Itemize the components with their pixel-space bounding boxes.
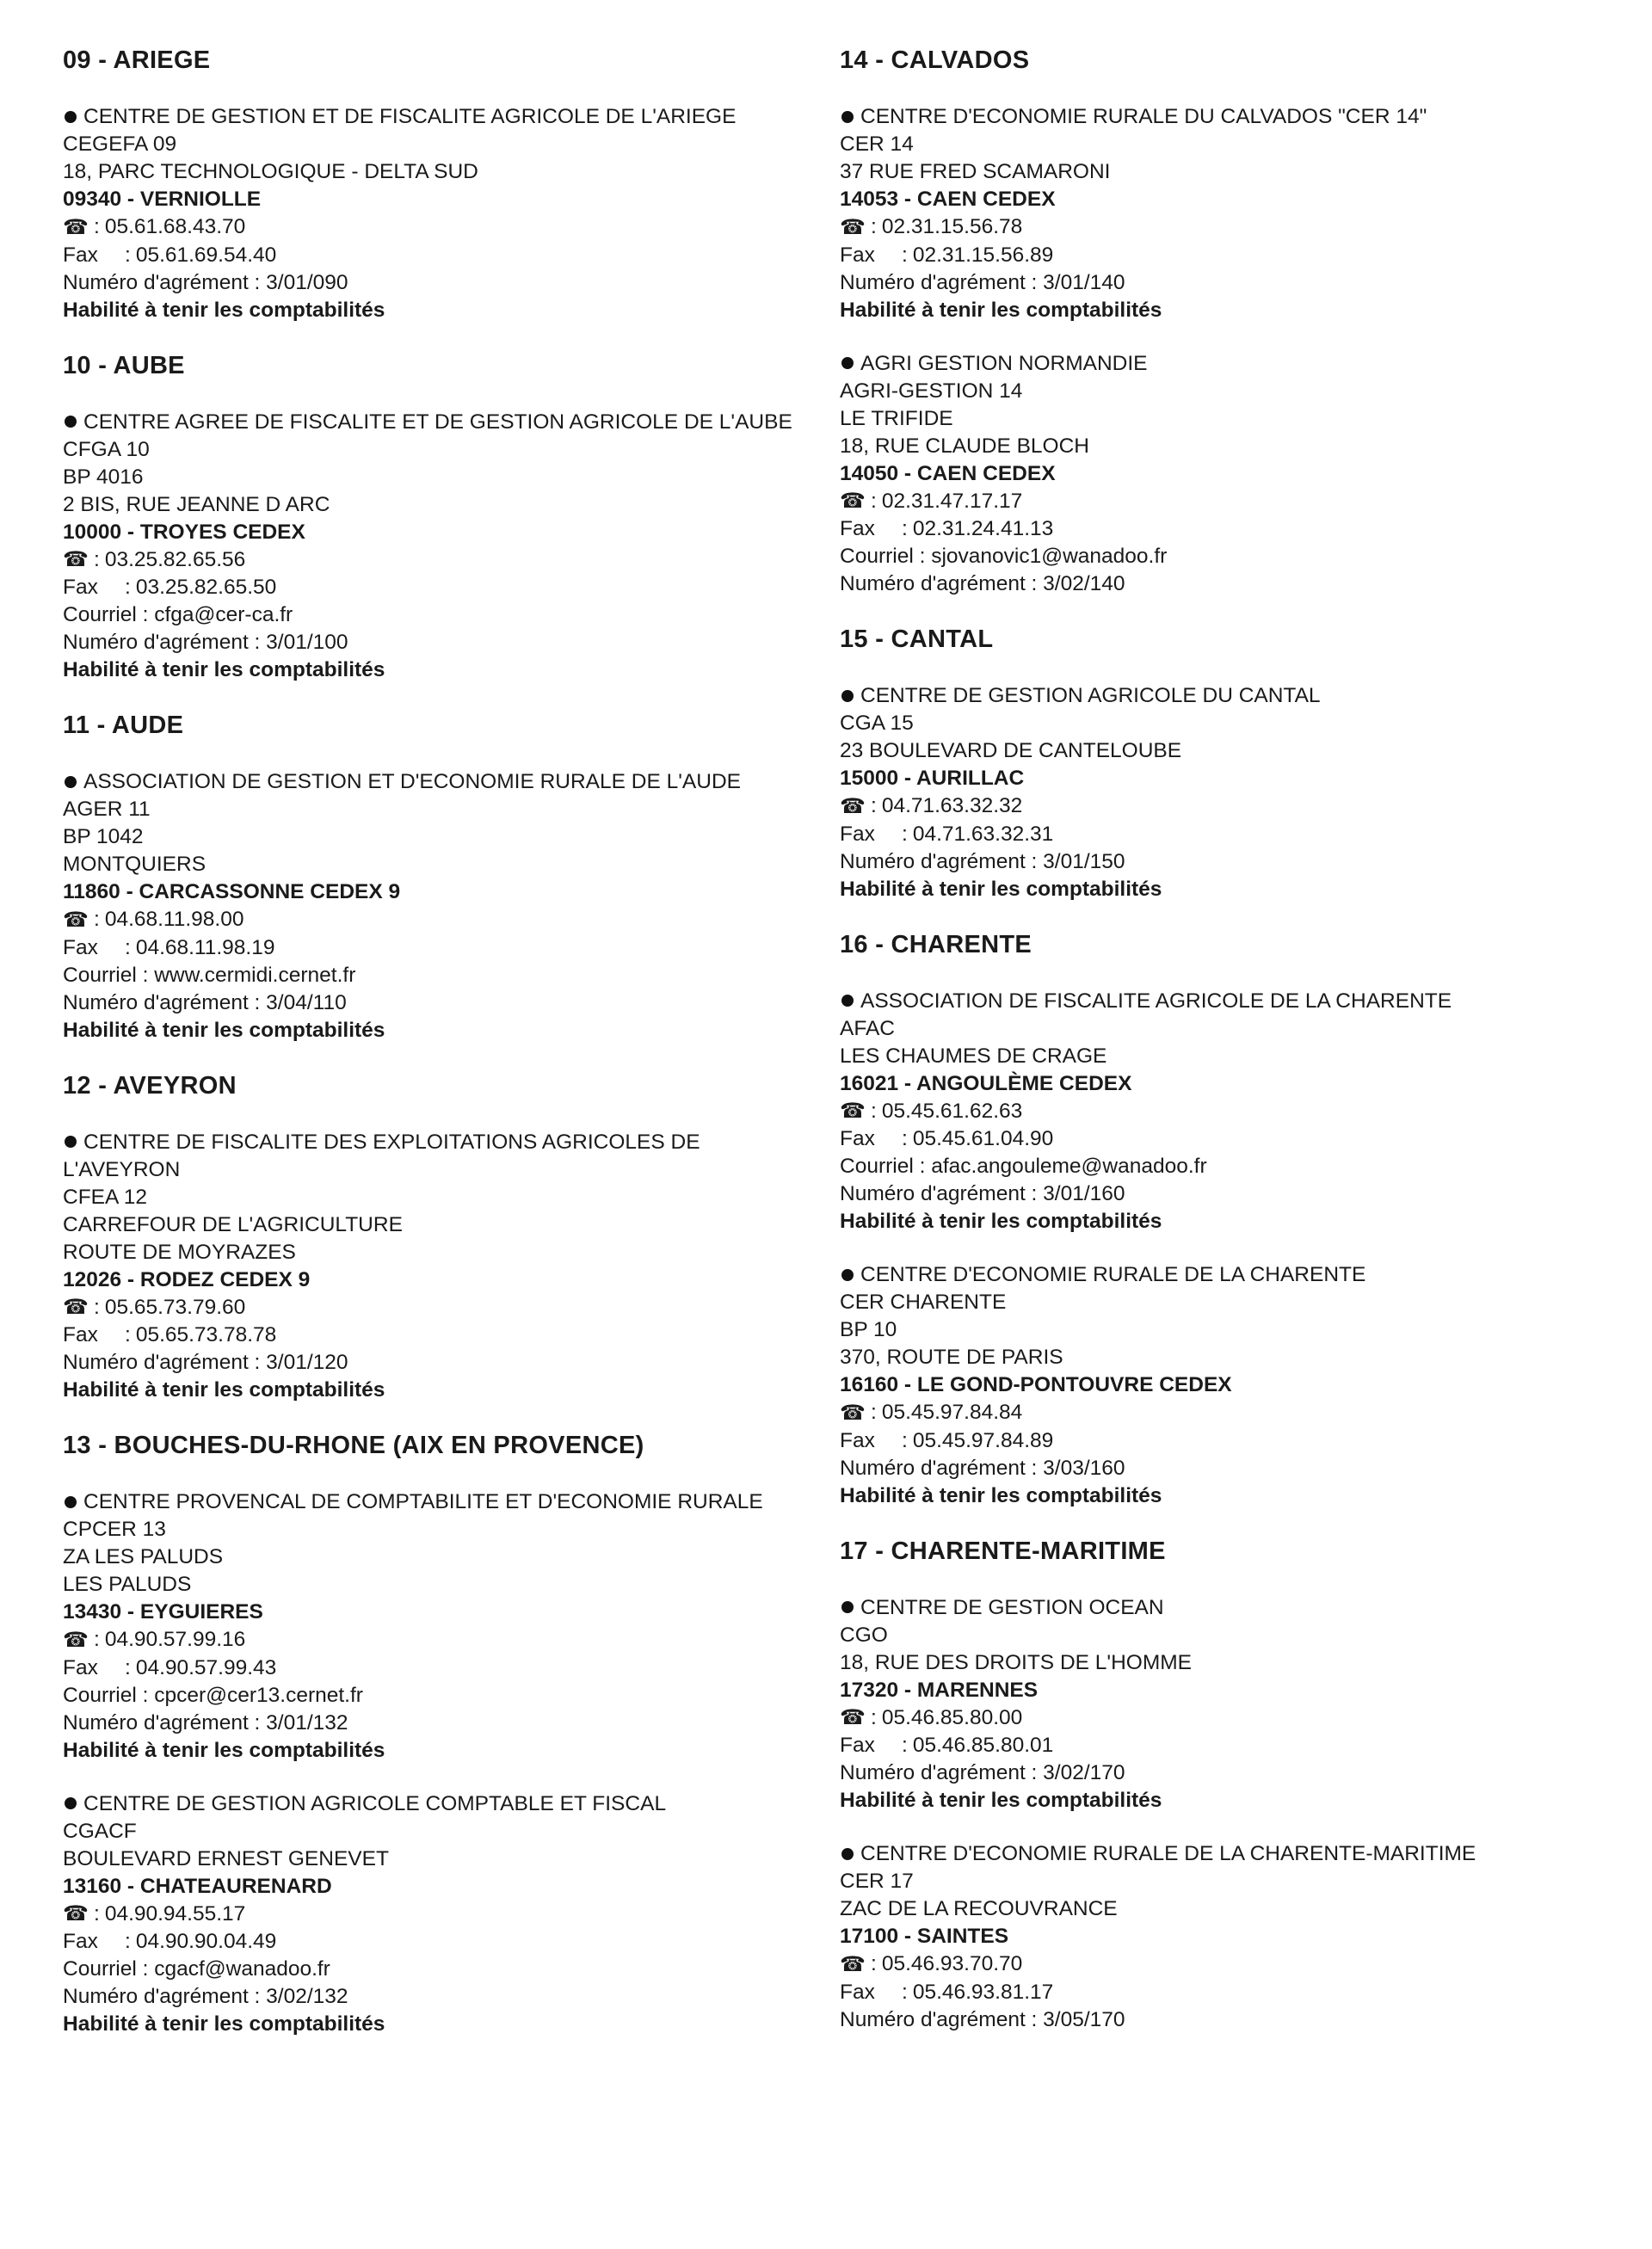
department-title: 13 - BOUCHES-DU-RHONE (AIX EN PROVENCE): [63, 1432, 644, 1460]
separator: :: [125, 1930, 131, 1954]
email-line: Courriel : cpcer@cer13.cernet.fr: [63, 1683, 363, 1707]
bullet-icon: [65, 416, 77, 428]
phone-line: [840, 1950, 1597, 1979]
phone-line: [63, 906, 820, 934]
address-line: ROUTE DE MOYRAZES: [63, 1240, 296, 1264]
accounting-authorization: Habilité à tenir les comptabilités: [63, 1018, 385, 1042]
phone-number: 04.68.11.98.00: [104, 908, 244, 932]
department-section: [63, 45, 820, 324]
phone-number: 04.71.63.32.32: [881, 794, 1023, 818]
address-line: LE TRIFIDE: [840, 406, 953, 430]
phone-line: [63, 1294, 820, 1322]
accounting-authorization: Habilité à tenir les comptabilités: [840, 298, 1162, 322]
email-line: Courriel : www.cermidi.cernet.fr: [63, 963, 356, 987]
fax-label: Fax: [840, 1428, 875, 1452]
address-line: CER 14: [840, 132, 914, 156]
organization-name: [840, 1840, 1597, 1868]
phone-number: 05.46.93.70.70: [881, 1952, 1023, 1976]
separator: :: [94, 215, 100, 238]
address-line: CER CHARENTE: [840, 1291, 1007, 1315]
fax-number: 04.90.90.04.49: [135, 1930, 277, 1954]
separator: :: [125, 576, 131, 600]
phone-line: [63, 1901, 820, 1929]
separator: :: [902, 1127, 908, 1151]
organization-name-text: CENTRE DE FISCALITE DES EXPLOITATIONS AGRICOLES DE L'AVEYRON: [63, 1130, 700, 1181]
postal-city: 16160 - LE GOND-PONTOUVRE CEDEX: [840, 1373, 1232, 1397]
approval-number: Numéro d'agrément : 3/02/170: [840, 1761, 1125, 1785]
accounting-authorization: Habilité à tenir les comptabilités: [63, 658, 385, 682]
postal-city: 13430 - EYGUIERES: [63, 1600, 263, 1624]
organization-name-text: CENTRE DE GESTION AGRICOLE DU CANTAL: [860, 684, 1321, 708]
department-title: 09 - ARIEGE: [63, 46, 211, 74]
phone-line: [63, 1626, 820, 1654]
department-section: [63, 1430, 820, 2038]
address-line: ZAC DE LA RECOUVRANCE: [840, 1897, 1118, 1921]
address-line: BP 1042: [63, 825, 144, 849]
organization-entry: [63, 768, 820, 1044]
fax-line: [840, 242, 1597, 269]
fax-label: Fax: [840, 1734, 875, 1758]
separator: :: [94, 1295, 100, 1319]
address-line: 23 BOULEVARD DE CANTELOUBE: [840, 739, 1182, 763]
address-line: AGRI-GESTION 14: [840, 379, 1023, 403]
address-line: MONTQUIERS: [63, 853, 206, 877]
approval-number: Numéro d'agrément : 3/03/160: [840, 1456, 1125, 1480]
email-line: Courriel : cfga@cer-ca.fr: [63, 603, 293, 627]
separator: :: [902, 822, 908, 846]
organization-name: [63, 1790, 820, 1818]
organization-name: [840, 103, 1597, 131]
address-line: CFGA 10: [63, 437, 150, 461]
approval-number: Numéro d'agrément : 3/01/120: [63, 1351, 348, 1375]
fax-label: Fax: [63, 243, 98, 267]
postal-city: 17320 - MARENNES: [840, 1678, 1039, 1702]
accounting-authorization: Habilité à tenir les comptabilités: [63, 2012, 385, 2036]
organization-name: [63, 1129, 820, 1184]
organization-entry: [63, 1790, 820, 2039]
phone-icon: ☎: [840, 1401, 866, 1425]
address-line: 18, RUE DES DROITS DE L'HOMME: [840, 1650, 1192, 1674]
left-column: [63, 45, 820, 2064]
fax-label: Fax: [63, 935, 98, 959]
address-line: ZA LES PALUDS: [63, 1545, 224, 1569]
separator: :: [871, 215, 877, 238]
organization-name: [63, 768, 820, 796]
fax-number: 05.45.61.04.90: [912, 1127, 1054, 1151]
fax-line: [840, 1979, 1597, 2006]
fax-number: 04.90.57.99.43: [135, 1655, 277, 1679]
address-line: AGER 11: [63, 798, 151, 822]
approval-number: Numéro d'agrément : 3/01/140: [840, 270, 1125, 294]
address-line: BP 10: [840, 1318, 897, 1342]
organization-name-text: AGRI GESTION NORMANDIE: [860, 351, 1148, 375]
address-line: CGACF: [63, 1819, 137, 1843]
bullet-icon: [841, 690, 854, 702]
phone-number: 04.90.94.55.17: [104, 1901, 246, 1926]
organization-name: [840, 682, 1597, 710]
phone-number: 05.65.73.79.60: [104, 1295, 246, 1319]
approval-number: Numéro d'agrément : 3/02/132: [63, 1985, 348, 2009]
address-line: CPCER 13: [63, 1518, 166, 1542]
bullet-icon: [841, 1848, 854, 1860]
separator: :: [871, 1952, 877, 1976]
bullet-icon: [65, 111, 77, 123]
phone-line: [840, 1098, 1597, 1126]
organization-entry: [63, 1488, 820, 1765]
approval-number: Numéro d'agrément : 3/01/160: [840, 1182, 1125, 1206]
fax-label: Fax: [840, 517, 875, 541]
organization-name-text: CENTRE D'ECONOMIE RURALE DE LA CHARENTE-MARITIME: [860, 1842, 1476, 1866]
organization-name-text: CENTRE PROVENCAL DE COMPTABILITE ET D'ECONOMIE RURALE: [83, 1490, 763, 1514]
accounting-authorization: Habilité à tenir les comptabilités: [63, 298, 385, 322]
postal-city: 12026 - RODEZ CEDEX 9: [63, 1267, 311, 1291]
phone-line: [63, 213, 820, 242]
fax-label: Fax: [63, 1930, 98, 1954]
postal-city: 17100 - SAINTES: [840, 1925, 1009, 1949]
organization-name-text: CENTRE DE GESTION AGRICOLE COMPTABLE ET FISCAL: [83, 1791, 667, 1815]
phone-icon: ☎: [840, 490, 866, 514]
fax-label: Fax: [63, 576, 98, 600]
organization-name-text: ASSOCIATION DE FISCALITE AGRICOLE DE LA CHARENTE: [860, 989, 1452, 1013]
separator: :: [125, 1655, 131, 1679]
phone-icon: ☎: [63, 1628, 89, 1652]
postal-city: 13160 - CHATEAURENARD: [63, 1874, 332, 1898]
separator: :: [871, 1401, 877, 1425]
organization-entry: [840, 988, 1597, 1236]
accounting-authorization: Habilité à tenir les comptabilités: [63, 1738, 385, 1762]
department-title: 11 - AUDE: [63, 712, 184, 740]
department-title: 16 - CHARENTE: [840, 930, 1032, 958]
bullet-icon: [65, 776, 77, 788]
organization-name-text: CENTRE AGREE DE FISCALITE ET DE GESTION AGRICOLE DE L'AUBE: [83, 410, 792, 434]
address-line: AFAC: [840, 1016, 895, 1040]
phone-number: 05.45.61.62.63: [881, 1099, 1023, 1123]
phone-icon: ☎: [840, 794, 866, 818]
fax-number: 04.68.11.98.19: [135, 935, 275, 959]
department-section: [63, 1070, 820, 1405]
approval-number: Numéro d'agrément : 3/01/150: [840, 849, 1125, 873]
organization-name: [63, 103, 820, 131]
department-section: [840, 624, 1597, 903]
fax-label: Fax: [840, 243, 875, 267]
postal-city: 09340 - VERNIOLLE: [63, 188, 262, 211]
address-line: 18, RUE CLAUDE BLOCH: [840, 434, 1090, 458]
phone-icon: ☎: [63, 1296, 89, 1320]
phone-icon: ☎: [63, 908, 89, 932]
organization-name: [840, 350, 1597, 378]
phone-number: 02.31.15.56.78: [881, 215, 1023, 238]
email-line: Courriel : sjovanovic1@wanadoo.fr: [840, 545, 1168, 569]
approval-number: Numéro d'agrément : 3/01/090: [63, 270, 348, 294]
bullet-icon: [841, 1601, 854, 1613]
approval-number: Numéro d'agrément : 3/01/132: [63, 1710, 348, 1735]
fax-label: Fax: [63, 1323, 98, 1347]
organization-entry: [840, 1594, 1597, 1815]
phone-icon: ☎: [63, 548, 89, 572]
address-line: LES PALUDS: [63, 1573, 192, 1597]
postal-city: 11860 - CARCASSONNE CEDEX 9: [63, 880, 401, 904]
organization-entry: [63, 409, 820, 685]
organization-entry: [840, 1840, 1597, 2034]
fax-line: [63, 1928, 820, 1956]
email-line: Courriel : afac.angouleme@wanadoo.fr: [840, 1155, 1207, 1179]
fax-number: 02.31.24.41.13: [912, 517, 1054, 541]
separator: :: [902, 1734, 908, 1758]
phone-icon: ☎: [63, 215, 89, 239]
bullet-icon: [841, 357, 854, 369]
organization-entry: [63, 103, 820, 324]
separator: :: [902, 1980, 908, 2004]
separator: :: [94, 1628, 100, 1652]
fax-label: Fax: [840, 822, 875, 846]
phone-number: 05.61.68.43.70: [104, 215, 246, 238]
department-section: [840, 1536, 1597, 2034]
organization-entry: [840, 682, 1597, 903]
phone-line: [840, 792, 1597, 821]
accounting-authorization: Habilité à tenir les comptabilités: [840, 1483, 1162, 1507]
accounting-authorization: Habilité à tenir les comptabilités: [840, 877, 1162, 901]
separator: :: [902, 243, 908, 267]
fax-line: [63, 1654, 820, 1682]
phone-number: 02.31.47.17.17: [881, 489, 1023, 513]
organization-name-text: CENTRE D'ECONOMIE RURALE DE LA CHARENTE: [860, 1263, 1366, 1287]
organization-name-text: CENTRE D'ECONOMIE RURALE DU CALVADOS "CER 14": [860, 105, 1427, 128]
fax-number: 05.46.93.81.17: [912, 1980, 1054, 2004]
postal-city: 10000 - TROYES CEDEX: [63, 520, 305, 544]
address-line: LES CHAUMES DE CRAGE: [840, 1044, 1107, 1068]
separator: :: [871, 1705, 877, 1729]
email-line: Courriel : cgacf@wanadoo.fr: [63, 1957, 330, 1981]
separator: :: [871, 1099, 877, 1123]
phone-icon: ☎: [840, 1706, 866, 1730]
bullet-icon: [841, 111, 854, 123]
department-title: 12 - AVEYRON: [63, 1071, 237, 1100]
postal-city: 16021 - ANGOULÈME CEDEX: [840, 1071, 1132, 1095]
address-line: 2 BIS, RUE JEANNE D ARC: [63, 492, 330, 516]
bullet-icon: [65, 1797, 77, 1809]
phone-number: 05.46.85.80.00: [881, 1705, 1023, 1729]
separator: :: [94, 1901, 100, 1926]
fax-number: 02.31.15.56.89: [912, 243, 1054, 267]
fax-number: 04.71.63.32.31: [912, 822, 1054, 846]
fax-number: 03.25.82.65.50: [135, 576, 277, 600]
approval-number: Numéro d'agrément : 3/05/170: [840, 2007, 1125, 2031]
approval-number: Numéro d'agrément : 3/01/100: [63, 631, 348, 655]
phone-line: [840, 1704, 1597, 1733]
bullet-icon: [841, 995, 854, 1007]
right-column: [840, 45, 1597, 2060]
address-line: CARREFOUR DE L'AGRICULTURE: [63, 1212, 403, 1236]
approval-number: Numéro d'agrément : 3/04/110: [63, 990, 347, 1014]
address-line: 370, ROUTE DE PARIS: [840, 1346, 1063, 1370]
phone-number: 03.25.82.65.56: [104, 547, 246, 571]
organization-name: [63, 1488, 820, 1516]
phone-icon: ☎: [840, 1100, 866, 1124]
organization-name-text: CENTRE DE GESTION ET DE FISCALITE AGRICOLE DE L'ARIEGE: [83, 105, 737, 128]
separator: :: [94, 908, 100, 932]
organization-name: [63, 409, 820, 436]
department-title: 10 - AUBE: [63, 351, 185, 379]
phone-line: [840, 488, 1597, 516]
approval-number: Numéro d'agrément : 3/02/140: [840, 572, 1125, 596]
fax-line: [840, 1427, 1597, 1455]
bullet-icon: [841, 1269, 854, 1281]
separator: :: [125, 243, 131, 267]
phone-icon: ☎: [63, 1902, 89, 1926]
fax-line: [840, 821, 1597, 848]
fax-label: Fax: [840, 1980, 875, 2004]
accounting-authorization: Habilité à tenir les comptabilités: [840, 1789, 1162, 1813]
department-section: [840, 45, 1597, 598]
fax-number: 05.61.69.54.40: [135, 243, 277, 267]
address-line: CER 17: [840, 1870, 914, 1894]
department-section: [63, 350, 820, 685]
separator: :: [125, 1323, 131, 1347]
separator: :: [902, 1428, 908, 1452]
fax-number: 05.65.73.78.78: [135, 1323, 277, 1347]
phone-icon: ☎: [840, 215, 866, 239]
department-section: [840, 929, 1597, 1510]
phone-line: [63, 546, 820, 575]
fax-line: [63, 1322, 820, 1349]
address-line: CGO: [840, 1623, 888, 1647]
separator: :: [94, 547, 100, 571]
department-title: 17 - CHARENTE-MARITIME: [840, 1537, 1166, 1565]
postal-city: 14053 - CAEN CEDEX: [840, 188, 1056, 211]
phone-number: 05.45.97.84.84: [881, 1401, 1023, 1425]
address-line: BP 4016: [63, 465, 144, 489]
department-section: [63, 710, 820, 1044]
fax-line: [840, 515, 1597, 543]
fax-line: [63, 574, 820, 601]
organization-name-text: CENTRE DE GESTION OCEAN: [860, 1595, 1164, 1619]
fax-number: 05.45.97.84.89: [912, 1428, 1054, 1452]
organization-entry: [840, 1261, 1597, 1510]
phone-number: 04.90.57.99.16: [104, 1628, 246, 1652]
fax-label: Fax: [840, 1127, 875, 1151]
fax-label: Fax: [63, 1655, 98, 1679]
separator: :: [902, 517, 908, 541]
postal-city: 15000 - AURILLAC: [840, 767, 1025, 791]
organization-name: [840, 1594, 1597, 1622]
phone-line: [840, 213, 1597, 242]
bullet-icon: [65, 1136, 77, 1148]
separator: :: [871, 489, 877, 513]
organization-name-text: ASSOCIATION DE GESTION ET D'ECONOMIE RURALE DE L'AUDE: [83, 770, 741, 794]
address-line: 18, PARC TECHNOLOGIQUE - DELTA SUD: [63, 160, 478, 183]
fax-line: [63, 934, 820, 962]
address-line: 37 RUE FRED SCAMARONI: [840, 160, 1111, 183]
fax-line: [840, 1125, 1597, 1153]
fax-line: [840, 1732, 1597, 1759]
address-line: CEGEFA 09: [63, 132, 177, 156]
separator: :: [871, 794, 877, 818]
address-line: BOULEVARD ERNEST GENEVET: [63, 1846, 389, 1870]
bullet-icon: [65, 1496, 77, 1508]
department-title: 14 - CALVADOS: [840, 46, 1030, 74]
fax-number: 05.46.85.80.01: [912, 1734, 1054, 1758]
organization-name: [840, 1261, 1597, 1289]
phone-line: [840, 1399, 1597, 1427]
organization-entry: [840, 103, 1597, 324]
organization-entry: [63, 1129, 820, 1405]
address-line: CFEA 12: [63, 1185, 148, 1209]
phone-icon: ☎: [840, 1952, 866, 1976]
postal-city: 14050 - CAEN CEDEX: [840, 461, 1056, 485]
address-line: CGA 15: [840, 712, 914, 736]
accounting-authorization: Habilité à tenir les comptabilités: [63, 1378, 385, 1402]
organization-name: [840, 988, 1597, 1015]
accounting-authorization: Habilité à tenir les comptabilités: [840, 1210, 1162, 1234]
fax-line: [63, 242, 820, 269]
separator: :: [125, 935, 131, 959]
organization-entry: [840, 350, 1597, 599]
department-title: 15 - CANTAL: [840, 625, 994, 654]
